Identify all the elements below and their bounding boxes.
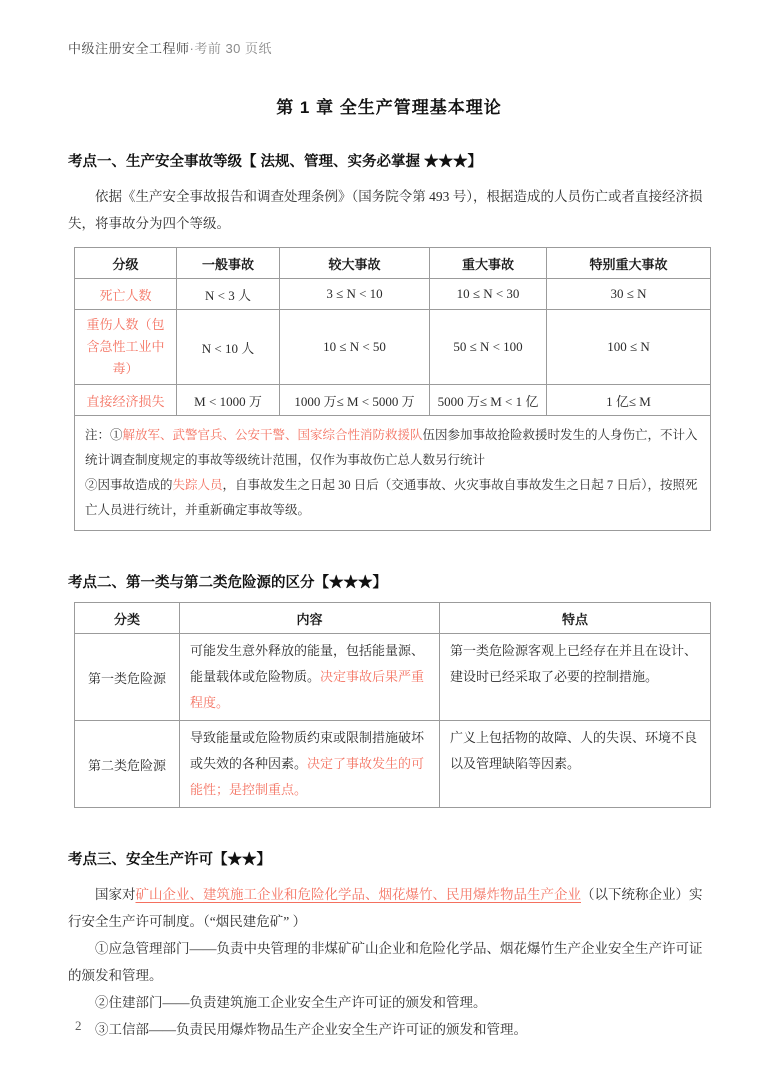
- section3-heading: 考点三、安全生产许可【★★】: [68, 852, 271, 868]
- note-box: [75, 416, 711, 531]
- permit-paragraph: [68, 881, 710, 935]
- permit-item-1: ①应急管理部门——负责中央管理的非煤矿矿山企业和危险化学品、烟花爆竹生产企业安全生产许可证的颁发和管理。: [68, 941, 703, 983]
- feature-cell: 第一类危险源客观上已经存在并且在设计、建设时已经采取了必要的控制措施。: [440, 634, 711, 721]
- table-row: [75, 721, 711, 808]
- permit-item-2: ②住建部门——负责建筑施工企业安全生产许可证的颁发和管理。: [95, 995, 487, 1010]
- column-header: 内容: [180, 603, 440, 634]
- note-text: 伍因参加事故抢险救援时发生的人身伤亡，不计入统计调查制度规定的事故等级统计范围，仅作为事故伤亡总人数另行统计: [85, 428, 698, 467]
- table-header-row: [75, 248, 711, 279]
- hazard-source-table: [74, 602, 711, 808]
- doc-header-brand: 中级注册安全工程师: [68, 41, 190, 56]
- cell-value: 3 ≤ N < 10: [280, 279, 430, 310]
- content-text: 导致能量或危险物质约束或限制措施破坏或失效的各种因素。: [190, 730, 425, 771]
- section2-heading: 考点二、第一类与第二类危险源的区分【★★★】: [68, 575, 387, 591]
- cell-value: 50 ≤ N < 100: [430, 310, 547, 385]
- column-header: 特别重大事故: [547, 248, 711, 279]
- cell-value: 10 ≤ N < 30: [430, 279, 547, 310]
- note-text: ②因事故造成的: [85, 478, 173, 492]
- permit-text: （以下统称企业）实行安全生产许可制度。（“烟民建危矿” ）: [68, 887, 703, 929]
- content-highlight: 决定了事故发生的可能性；是控制重点。: [190, 756, 425, 797]
- column-header: 重大事故: [430, 248, 547, 279]
- content-text: 可能发生意外释放的能量，包括能量源、能量载体或危险物质。: [190, 643, 425, 684]
- permit-highlight: 矿山企业、建筑施工企业和危险化学品、烟花爆竹、民用爆炸物品生产企业: [135, 887, 581, 902]
- cell-value: N < 3 人: [177, 279, 280, 310]
- permit-item-3: ③工信部——负责民用爆炸物品生产企业安全生产许可证的颁发和管理。: [95, 1022, 527, 1037]
- content-highlight: 决定事故后果严重程度。: [190, 669, 425, 710]
- row-label: 直接经济损失: [75, 385, 177, 416]
- content-cell: [180, 634, 440, 721]
- column-header: 一般事故: [177, 248, 280, 279]
- cell-value: 10 ≤ N < 50: [280, 310, 430, 385]
- cell-value: 1 亿≤ M: [547, 385, 711, 416]
- cell-value: M < 1000 万: [177, 385, 280, 416]
- column-header: 特点: [440, 603, 711, 634]
- note-highlight: 解放军、武警官兵、公安干警、国家综合性消防救援队: [122, 428, 423, 442]
- doc-header: [68, 38, 710, 57]
- table-header-row: [75, 603, 711, 634]
- table-row: [75, 385, 711, 416]
- cell-value: 30 ≤ N: [547, 279, 711, 310]
- permit-text: 国家对: [95, 887, 136, 902]
- cell-value: 100 ≤ N: [547, 310, 711, 385]
- table-row: [75, 310, 711, 385]
- accident-level-table: [74, 247, 711, 531]
- section1-heading: 考点一、生产安全事故等级【 法规、管理、实务必掌握 ★★★】: [68, 154, 483, 170]
- cell-value: 5000 万≤ M < 1 亿: [430, 385, 547, 416]
- section1-intro-paragraph: 依据《生产安全事故报告和调查处理条例》（国务院令第 493 号），根据造成的人员伤亡或者直接经济损失，将事故分为四个等级。: [68, 189, 703, 231]
- row-label: 第一类危险源: [75, 634, 180, 721]
- note-highlight: 失踪人员: [172, 478, 223, 492]
- chapter-title: 第 1 章 全生产管理基本理论: [276, 98, 502, 117]
- table-row: [75, 634, 711, 721]
- row-label: 第二类危险源: [75, 721, 180, 808]
- cell-value: 1000 万≤ M < 5000 万: [280, 385, 430, 416]
- note-text: ，自事故发生之日起 30 日后（交通事故、火灾事故自事故发生之日起 7 日后），按照死亡人员进行统计，并重新确定事故等级。: [85, 478, 698, 517]
- cell-value: N < 10 人: [177, 310, 280, 385]
- note-line: [85, 473, 700, 523]
- row-label: 重伤人数（包含急性工业中毒）: [75, 310, 177, 385]
- content-cell: [180, 721, 440, 808]
- column-header: 分级: [75, 248, 177, 279]
- note-line: [85, 423, 700, 473]
- column-header: 分类: [75, 603, 180, 634]
- table-row: [75, 279, 711, 310]
- column-header: 较大事故: [280, 248, 430, 279]
- page-number: 2: [75, 1018, 82, 1033]
- row-label: 死亡人数: [75, 279, 177, 310]
- table-note-row: [75, 416, 711, 531]
- feature-cell: 广义上包括物的故障、人的失误、环境不良以及管理缺陷等因素。: [440, 721, 711, 808]
- note-text: 注：①: [85, 428, 123, 442]
- doc-header-subtitle: ·考前 30 页纸: [189, 41, 273, 56]
